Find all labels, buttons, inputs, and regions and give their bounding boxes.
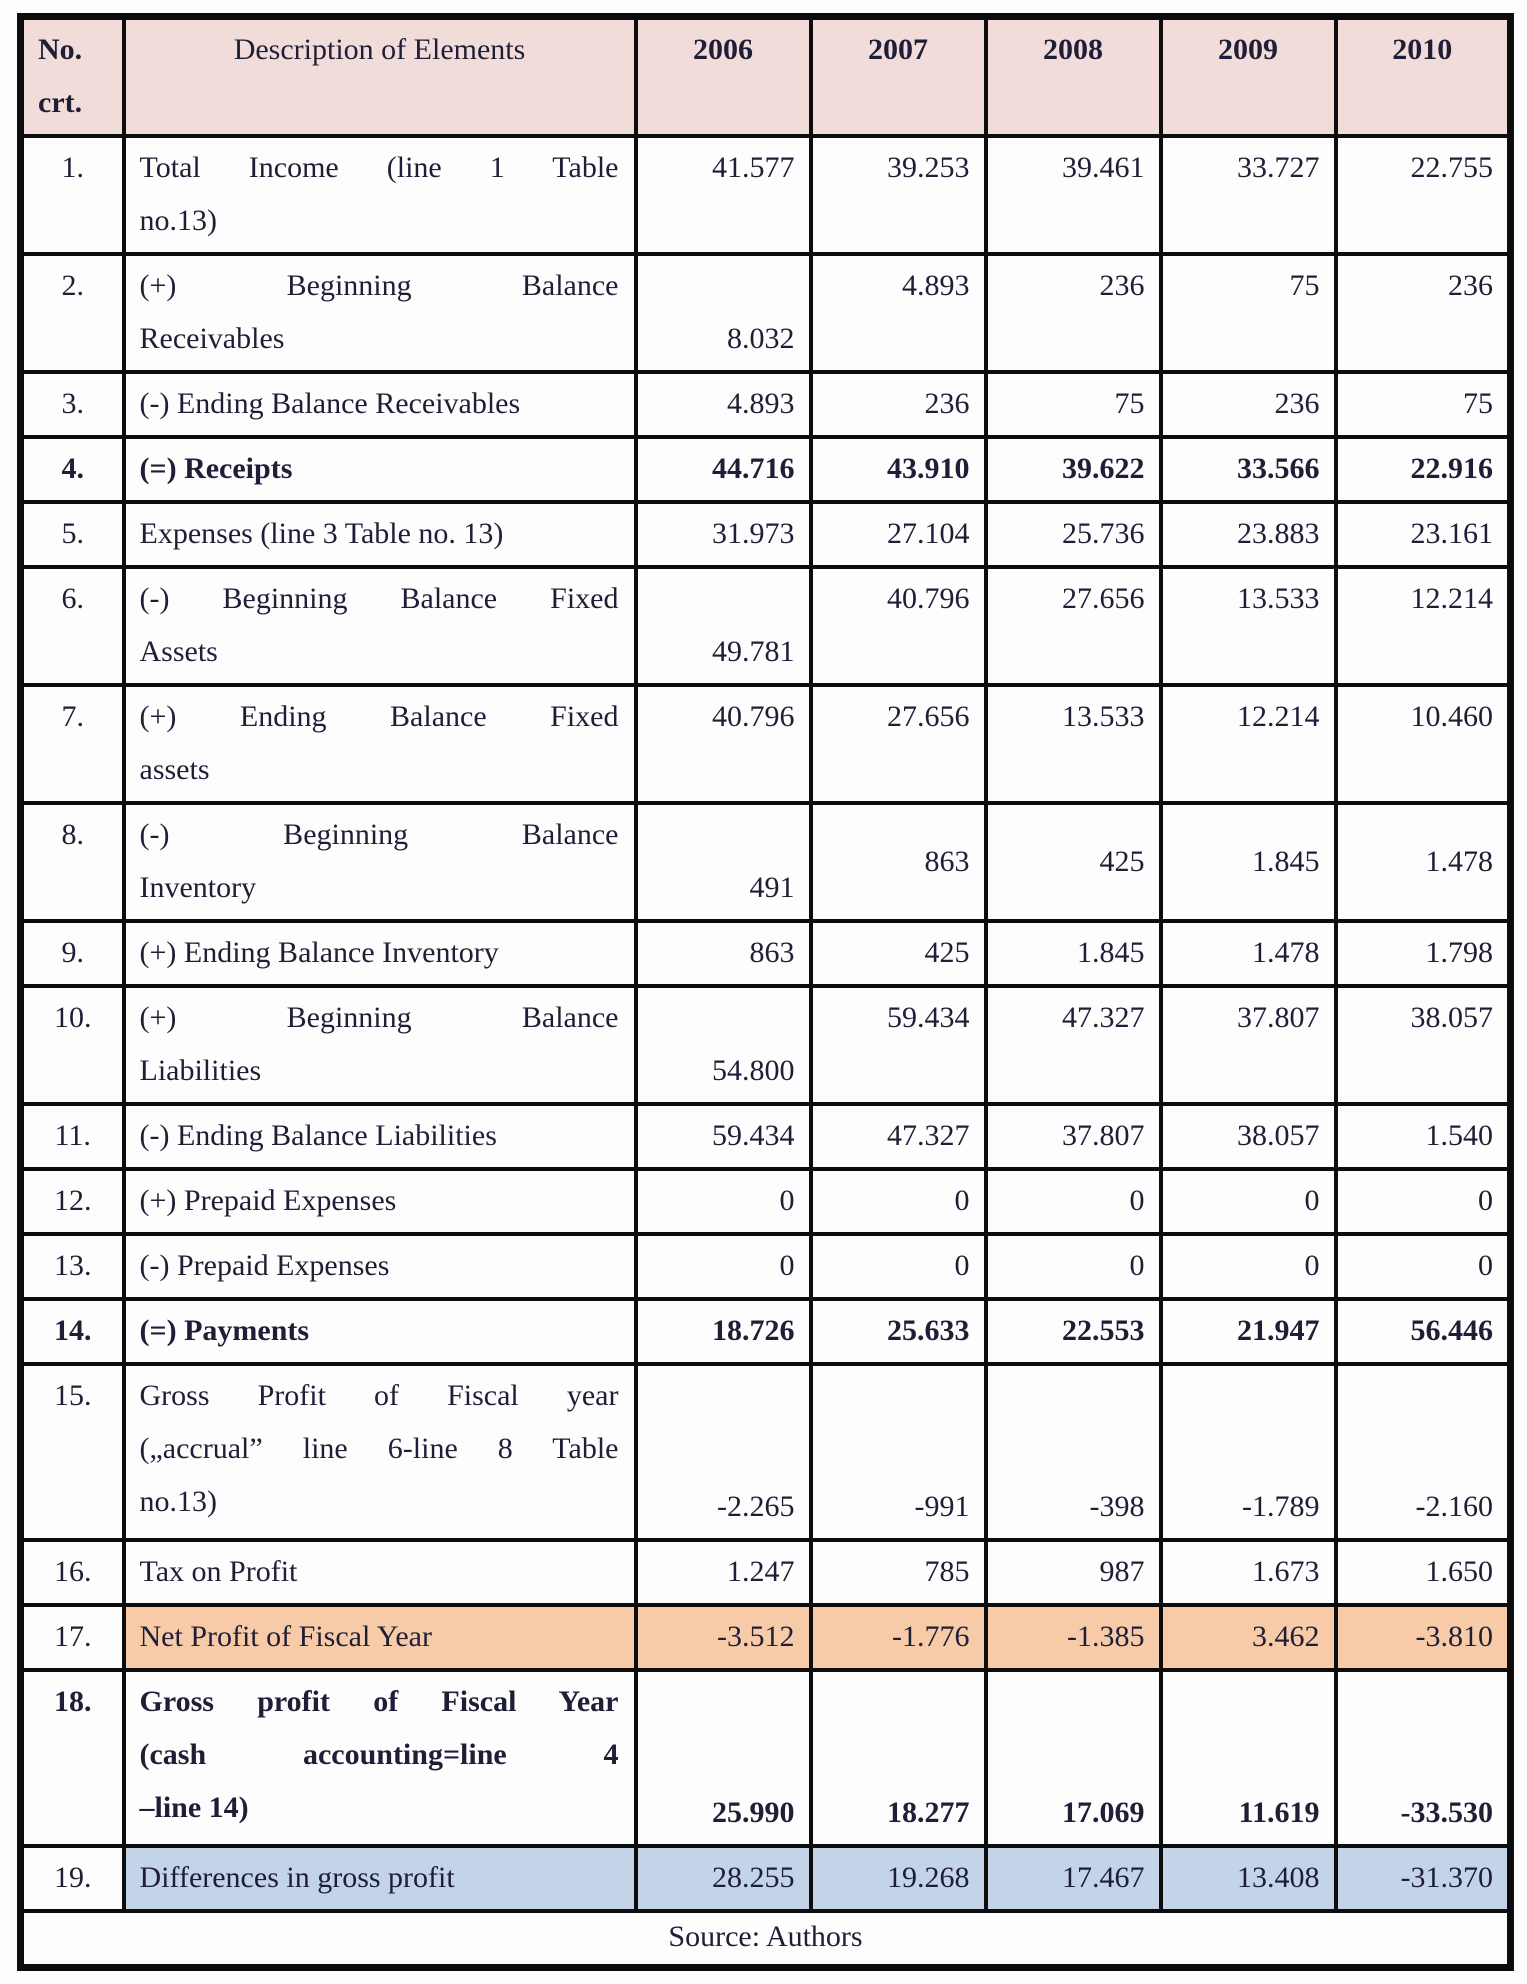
year-label: 2006 <box>693 33 753 66</box>
value-2006: 25.990 <box>636 1670 811 1846</box>
row-number: 1. <box>21 136 124 254</box>
value-2008: 13.533 <box>986 685 1161 803</box>
value-2006: 41.577 <box>636 136 811 254</box>
value-2006: 0 <box>636 1234 811 1299</box>
header-year-2008 <box>986 17 1161 137</box>
row-description <box>124 1169 636 1234</box>
description-line: Inventory <box>139 871 257 904</box>
row-description <box>124 372 636 437</box>
value-2006: 4.893 <box>636 372 811 437</box>
value-2010: 22.916 <box>1336 437 1511 502</box>
value-2009: 236 <box>1161 372 1336 437</box>
value-2009: 1.845 <box>1161 803 1336 921</box>
description-line: (+) Beginning Balance <box>139 1001 619 1034</box>
row-number: 17. <box>21 1605 124 1670</box>
value-2008: -1.385 <box>986 1605 1161 1670</box>
table-row <box>21 1540 1511 1605</box>
value-2007: 39.253 <box>811 136 986 254</box>
value-2007: 43.910 <box>811 437 986 502</box>
row-description <box>124 136 636 254</box>
value-2009: 21.947 <box>1161 1299 1336 1364</box>
value-2008: 17.467 <box>986 1846 1161 1911</box>
table-row <box>21 986 1511 1104</box>
value-2008: 39.461 <box>986 136 1161 254</box>
value-2007: 0 <box>811 1169 986 1234</box>
value-2009: 0 <box>1161 1169 1336 1234</box>
footer-row <box>21 1911 1511 1967</box>
value-2007: 425 <box>811 921 986 986</box>
description-line: Tax on Profit <box>139 1555 298 1588</box>
description-line: (cash accounting=line 4 <box>139 1738 619 1771</box>
row-number: 18. <box>21 1670 124 1846</box>
description-line: (+) Prepaid Expenses <box>139 1184 397 1217</box>
description-line: assets <box>139 753 210 786</box>
value-2007: 236 <box>811 372 986 437</box>
value-2010: 10.460 <box>1336 685 1511 803</box>
value-2010: 56.446 <box>1336 1299 1511 1364</box>
value-2010: 1.478 <box>1336 803 1511 921</box>
table-row <box>21 1169 1511 1234</box>
value-2009: 38.057 <box>1161 1104 1336 1169</box>
year-label: 2010 <box>1392 33 1453 66</box>
row-number: 9. <box>21 921 124 986</box>
row-description <box>124 437 636 502</box>
row-description <box>124 1605 636 1670</box>
row-description <box>124 921 636 986</box>
value-2009: 33.566 <box>1161 437 1336 502</box>
value-2010: 1.798 <box>1336 921 1511 986</box>
value-2009: -1.789 <box>1161 1364 1336 1540</box>
header-year-2009 <box>1161 17 1336 137</box>
value-2010: 23.161 <box>1336 502 1511 567</box>
table-row <box>21 1299 1511 1364</box>
value-2007: 40.796 <box>811 567 986 685</box>
header-no-line1: No. <box>38 33 83 66</box>
row-description <box>124 1540 636 1605</box>
value-2008: 25.736 <box>986 502 1161 567</box>
header-year-2006 <box>636 17 811 137</box>
row-number: 5. <box>21 502 124 567</box>
value-2010: 236 <box>1336 254 1511 372</box>
row-number: 8. <box>21 803 124 921</box>
description-line: no.13) <box>139 204 217 237</box>
description-line: Gross profit of Fiscal Year <box>139 1685 619 1718</box>
description-line: Liabilities <box>139 1054 262 1087</box>
row-description <box>124 1234 636 1299</box>
description-line: („accrual” line 6-line 8 Table <box>139 1432 619 1465</box>
row-description <box>124 567 636 685</box>
value-2007: 4.893 <box>811 254 986 372</box>
row-number: 16. <box>21 1540 124 1605</box>
description-line: Expenses (line 3 Table no. 13) <box>139 517 504 550</box>
financial-table <box>17 13 1514 1971</box>
value-2006: 8.032 <box>636 254 811 372</box>
value-2007: 863 <box>811 803 986 921</box>
value-2010: 38.057 <box>1336 986 1511 1104</box>
value-2007: 785 <box>811 1540 986 1605</box>
row-number: 2. <box>21 254 124 372</box>
row-number: 6. <box>21 567 124 685</box>
description-line: Assets <box>139 635 218 668</box>
header-year-2007 <box>811 17 986 137</box>
value-2008: 987 <box>986 1540 1161 1605</box>
value-2008: 47.327 <box>986 986 1161 1104</box>
description-line: (-) Ending Balance Liabilities <box>139 1119 497 1152</box>
value-2006: 49.781 <box>636 567 811 685</box>
value-2007: -1.776 <box>811 1605 986 1670</box>
value-2007: 19.268 <box>811 1846 986 1911</box>
value-2008: 425 <box>986 803 1161 921</box>
value-2010: -3.810 <box>1336 1605 1511 1670</box>
value-2009: 33.727 <box>1161 136 1336 254</box>
value-2006: -3.512 <box>636 1605 811 1670</box>
year-label: 2008 <box>1043 33 1103 66</box>
value-2008: -398 <box>986 1364 1161 1540</box>
row-description <box>124 986 636 1104</box>
value-2007: 27.104 <box>811 502 986 567</box>
value-2006: 44.716 <box>636 437 811 502</box>
value-2007: 27.656 <box>811 685 986 803</box>
table-row <box>21 921 1511 986</box>
value-2007: 59.434 <box>811 986 986 1104</box>
description-line: (+) Ending Balance Inventory <box>139 936 499 969</box>
description-line: (-) Beginning Balance Fixed <box>139 582 619 615</box>
source-note: Source: Authors <box>21 1911 1511 1967</box>
table-row <box>21 685 1511 803</box>
table-row <box>21 1846 1511 1911</box>
value-2008: 1.845 <box>986 921 1161 986</box>
value-2009: 12.214 <box>1161 685 1336 803</box>
value-2009: 75 <box>1161 254 1336 372</box>
value-2009: 23.883 <box>1161 502 1336 567</box>
value-2006: 28.255 <box>636 1846 811 1911</box>
value-2010: 0 <box>1336 1234 1511 1299</box>
value-2008: 37.807 <box>986 1104 1161 1169</box>
row-description <box>124 502 636 567</box>
row-number: 11. <box>21 1104 124 1169</box>
value-2007: 18.277 <box>811 1670 986 1846</box>
row-number: 4. <box>21 437 124 502</box>
row-number: 3. <box>21 372 124 437</box>
header-row <box>21 17 1511 137</box>
description-line: Gross Profit of Fiscal year <box>139 1379 619 1412</box>
row-description <box>124 1670 636 1846</box>
value-2009: 3.462 <box>1161 1605 1336 1670</box>
value-2006: 18.726 <box>636 1299 811 1364</box>
value-2007: -991 <box>811 1364 986 1540</box>
table-row <box>21 1104 1511 1169</box>
value-2006: 59.434 <box>636 1104 811 1169</box>
description-line: (=) Receipts <box>139 452 293 485</box>
row-number: 13. <box>21 1234 124 1299</box>
description-line: (=) Payments <box>139 1314 310 1347</box>
value-2006: 40.796 <box>636 685 811 803</box>
row-number: 12. <box>21 1169 124 1234</box>
value-2009: 11.619 <box>1161 1670 1336 1846</box>
value-2008: 17.069 <box>986 1670 1161 1846</box>
value-2009: 0 <box>1161 1234 1336 1299</box>
value-2010: -33.530 <box>1336 1670 1511 1846</box>
table-row <box>21 1605 1511 1670</box>
description-line: (+) Ending Balance Fixed <box>139 700 619 733</box>
value-2009: 1.478 <box>1161 921 1336 986</box>
row-description <box>124 1846 636 1911</box>
value-2010: 75 <box>1336 372 1511 437</box>
row-description <box>124 1104 636 1169</box>
value-2010: 12.214 <box>1336 567 1511 685</box>
value-2009: 1.673 <box>1161 1540 1336 1605</box>
value-2006: 54.800 <box>636 986 811 1104</box>
value-2008: 0 <box>986 1234 1161 1299</box>
value-2009: 13.533 <box>1161 567 1336 685</box>
table-row <box>21 254 1511 372</box>
table-row <box>21 803 1511 921</box>
year-label: 2007 <box>868 33 928 66</box>
description-line: no.13) <box>139 1485 217 1518</box>
description-line: Differences in gross profit <box>139 1861 455 1894</box>
table-row <box>21 567 1511 685</box>
value-2006: 31.973 <box>636 502 811 567</box>
description-line: (-) Beginning Balance <box>139 818 619 851</box>
value-2007: 47.327 <box>811 1104 986 1169</box>
value-2006: 491 <box>636 803 811 921</box>
description-line: Net Profit of Fiscal Year <box>139 1620 432 1653</box>
value-2008: 39.622 <box>986 437 1161 502</box>
value-2008: 22.553 <box>986 1299 1161 1364</box>
row-description <box>124 1299 636 1364</box>
row-description <box>124 803 636 921</box>
header-no-crt <box>21 17 124 137</box>
table-row <box>21 1670 1511 1846</box>
table-row <box>21 1364 1511 1540</box>
description-line: Total Income (line 1 Table <box>139 151 619 184</box>
row-number: 14. <box>21 1299 124 1364</box>
value-2008: 75 <box>986 372 1161 437</box>
row-number: 19. <box>21 1846 124 1911</box>
value-2008: 236 <box>986 254 1161 372</box>
year-label: 2009 <box>1218 33 1278 66</box>
table-row <box>21 437 1511 502</box>
description-line: –line 14) <box>139 1791 249 1824</box>
value-2010: 1.540 <box>1336 1104 1511 1169</box>
row-description <box>124 1364 636 1540</box>
value-2006: 1.247 <box>636 1540 811 1605</box>
value-2006: -2.265 <box>636 1364 811 1540</box>
value-2010: -31.370 <box>1336 1846 1511 1911</box>
header-no-line2: crt. <box>38 86 83 119</box>
value-2010: 22.755 <box>1336 136 1511 254</box>
table-row <box>21 372 1511 437</box>
row-description <box>124 254 636 372</box>
description-line: (-) Ending Balance Receivables <box>139 387 521 420</box>
header-description <box>124 17 636 137</box>
row-number: 15. <box>21 1364 124 1540</box>
value-2010: -2.160 <box>1336 1364 1511 1540</box>
description-line: (+) Beginning Balance <box>139 269 619 302</box>
description-line: (-) Prepaid Expenses <box>139 1249 390 1282</box>
row-description <box>124 685 636 803</box>
header-year-2010 <box>1336 17 1511 137</box>
description-line: Receivables <box>139 322 285 355</box>
header-description-label: Description of Elements <box>233 33 526 66</box>
value-2006: 0 <box>636 1169 811 1234</box>
row-number: 10. <box>21 986 124 1104</box>
value-2010: 1.650 <box>1336 1540 1511 1605</box>
table-row <box>21 136 1511 254</box>
value-2008: 0 <box>986 1169 1161 1234</box>
value-2007: 25.633 <box>811 1299 986 1364</box>
row-number: 7. <box>21 685 124 803</box>
table-row <box>21 502 1511 567</box>
value-2006: 863 <box>636 921 811 986</box>
value-2009: 37.807 <box>1161 986 1336 1104</box>
value-2010: 0 <box>1336 1169 1511 1234</box>
value-2008: 27.656 <box>986 567 1161 685</box>
value-2009: 13.408 <box>1161 1846 1336 1911</box>
table-row <box>21 1234 1511 1299</box>
value-2007: 0 <box>811 1234 986 1299</box>
